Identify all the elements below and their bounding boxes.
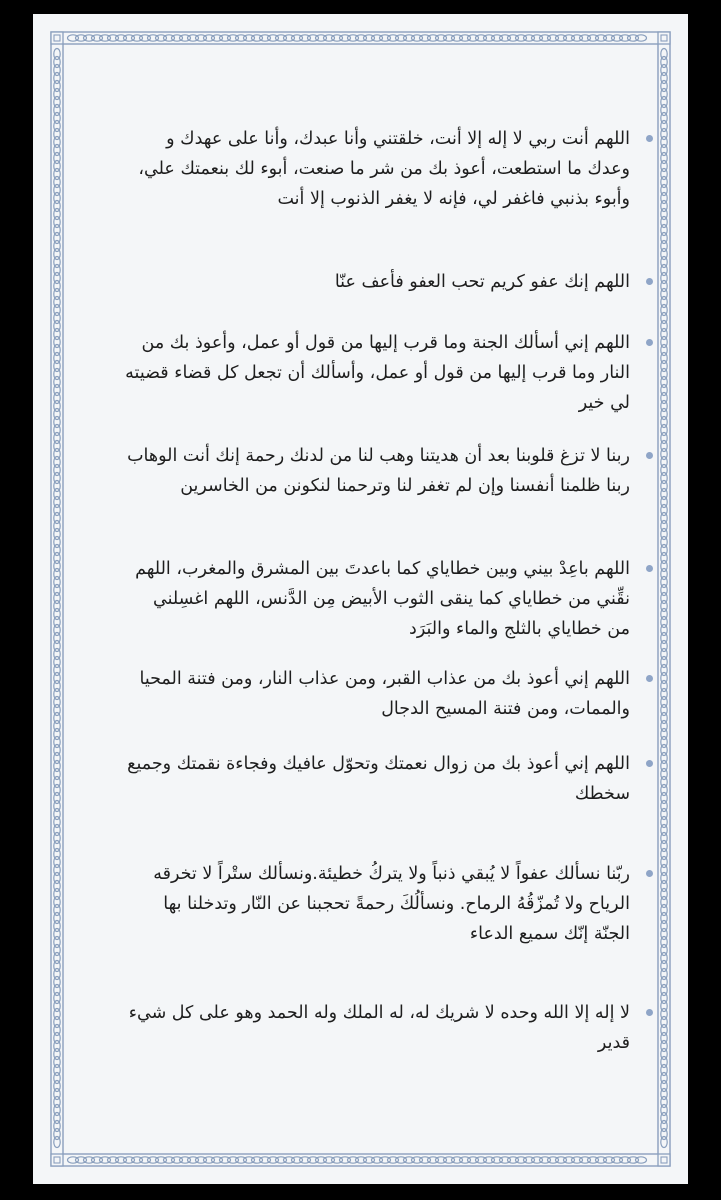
bullet-icon bbox=[646, 870, 653, 877]
prayer-text: اللهم أنت ربي لا إله إلا أنت، خلقتني وأنا عبدك، وأنا على عهدك و وعدك ما استطعت، أعوذ بك من شر ما صنعت، أبوء لك بنعمتك علي، وأبوء بذنبي فاغفر لي، فإنه لا يغفر الذنوب إلا أنت bbox=[138, 129, 630, 209]
prayer-text: اللهم باعِدْ بيني وبين خطاياي كما باعدتَ بين المشرق والمغرب، اللهم نقِّني من خطاياي كما ينقى الثوب الأبيض مِن الدَّنس، اللهم اغسِلني من خطاياي بالثلج والماء والبَرَد bbox=[135, 559, 630, 639]
list-item bbox=[125, 441, 630, 501]
prayer-text: اللهم إني أعوذ بك من عذاب القبر، ومن عذاب النار، ومن فتنة المحيا والممات، ومن فتنة المسيح الدجال bbox=[139, 669, 630, 719]
prayer-text: ربنا لا تزغ قلوبنا بعد أن هديتنا وهب لنا من لدنك رحمة إنك أنت الوهاب ربنا ظلمنا أنفسنا وإن لم تغفر لنا وترحمنا لنكونن من الخاسرين bbox=[127, 446, 630, 496]
bullet-icon bbox=[646, 278, 653, 285]
prayer-text: ربّنا نسألك عفواً لا يُبقي ذنباً ولا يتركُ خطيئة.ونسألك ستْراً لا تخرقه الرياح ولا تُمزّقُهُ الرماح. ونسألُكَ رحمةً تحجبنا عن النّار وتدخلنا بها الجنّة إنّك سميع الدعاء bbox=[153, 864, 630, 944]
list-item bbox=[125, 664, 630, 724]
prayer-text: لا إله إلا الله وحده لا شريك له، له الملك وله الحمد وهو على كل شيء قدير bbox=[128, 1003, 630, 1053]
prayer-text: اللهم إنك عفو كريم تحب العفو فأعف عنّا bbox=[334, 272, 630, 292]
bullet-icon bbox=[646, 452, 653, 459]
prayer-text: اللهم إني أسألك الجنة وما قرب إليها من قول أو عمل، وأعوذ بك من النار وما قرب إليها من قول أو عمل، وأسألك أن تجعل كل قضاء قضيته لي خير bbox=[125, 333, 630, 413]
prayer-text: اللهم إني أعوذ بك من زوال نعمتك وتحوّل عافيك وفجاءة نقمتك وجميع سخطك bbox=[127, 754, 630, 804]
list-item bbox=[125, 124, 630, 214]
bullet-icon bbox=[646, 675, 653, 682]
list-item bbox=[125, 859, 630, 949]
bullet-icon bbox=[646, 760, 653, 767]
bullet-icon bbox=[646, 339, 653, 346]
bullet-icon bbox=[646, 565, 653, 572]
list-item bbox=[125, 267, 630, 297]
list-item bbox=[125, 749, 630, 809]
list-item bbox=[125, 998, 630, 1058]
list-item bbox=[125, 328, 630, 418]
bullet-icon bbox=[646, 135, 653, 142]
list-item bbox=[125, 554, 630, 644]
bullet-icon bbox=[646, 1009, 653, 1016]
prayer-card bbox=[33, 14, 688, 1184]
